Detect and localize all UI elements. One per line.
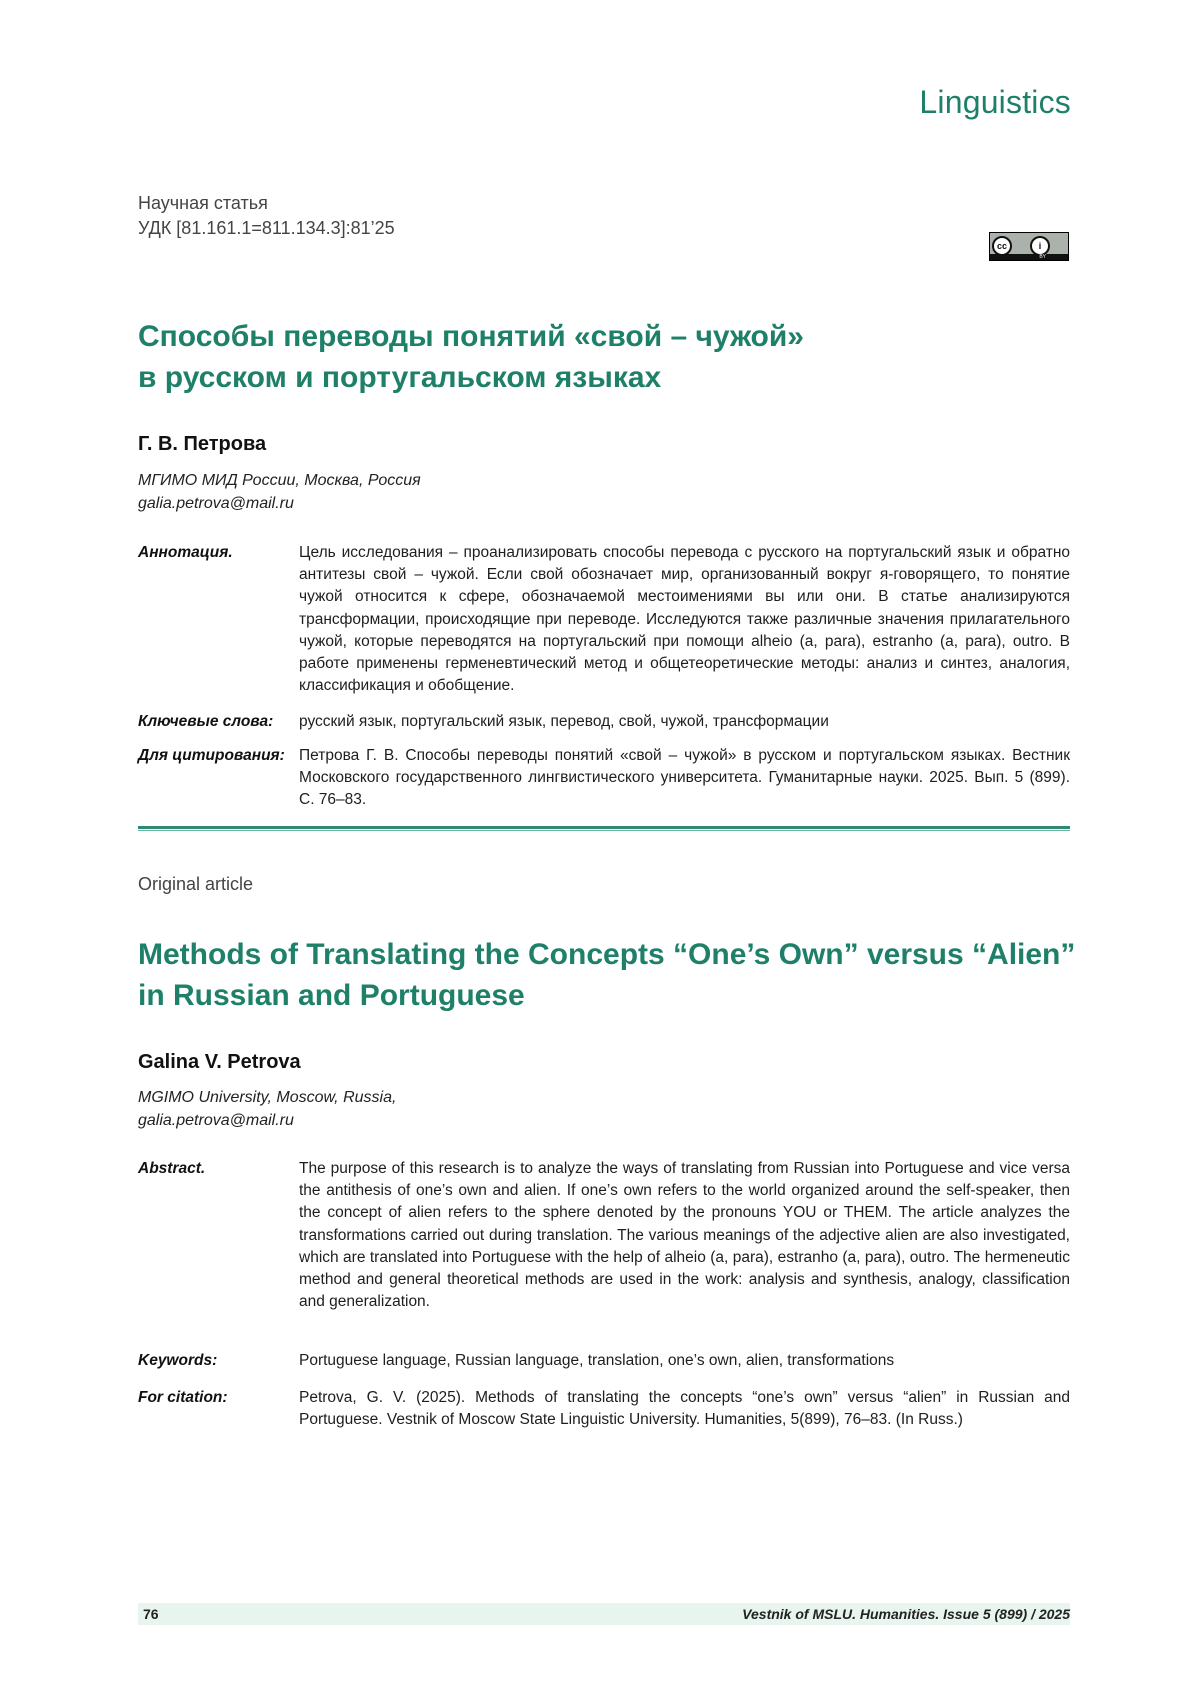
keywords-ru-label: Ключевые слова:	[138, 713, 274, 730]
affiliation-en	[138, 1086, 396, 1132]
author-en: Galina V. Petrova	[138, 1051, 301, 1073]
abstract-en-text: The purpose of this research is to analyze the ways of translating from Russian into Portuguese and vice versa the antithesis of one’s own and alien. If one’s own refers to the world organized around the self-speaker, then the concept of alien refers to the sphere denoted by the pronouns YOU or THEM. The article analyzes the transformations carried out during translation. The various meanings of the adjective alien are also investigated, which are translated into Portuguese with the help of alheio (a, para), estranho (a, para), outro. The hermeneutic method and general theoretical methods are used in the work: analysis and synthesis, analogy, classification and generalization.	[299, 1160, 1070, 1311]
affiliation-ru	[138, 469, 421, 515]
citation-ru-text: Петрова Г. В. Способы переводы понятий «свой – чужой» в русском и португальском языках. Вестник Московского государственного лингвистического университета. Гуманитарные науки. 2025. Вып. 5 (899). С. 76–83.	[299, 747, 1070, 809]
doc-type-ru: Научная статья	[138, 193, 268, 213]
person-icon: i	[1030, 236, 1050, 256]
udc-code: УДК [81.161.1=811.134.3]:81’25	[138, 218, 395, 238]
keywords-en-label: Keywords:	[138, 1352, 218, 1369]
citation-en-label: For citation:	[138, 1389, 228, 1406]
journal-issue: Vestnik of MSLU. Humanities. Issue 5 (899) / 2025	[742, 1606, 1070, 1622]
title-en	[138, 934, 1075, 1016]
keywords-ru-text: русский язык, португальский язык, перевод, свой, чужой, трансформации	[299, 713, 829, 730]
page-number: 76	[143, 1606, 159, 1622]
by-label: BY	[990, 254, 1068, 260]
title-ru-line2: в русском и португальском языках	[138, 361, 662, 394]
title-ru	[138, 316, 804, 398]
section-divider	[138, 826, 1070, 829]
title-en-line1: Methods of Translating the Concepts “One’s Own” versus “Alien”	[138, 938, 1076, 971]
title-ru-line1: Способы переводы понятий «свой – чужой»	[138, 320, 804, 353]
author-ru: Г. В. Петрова	[138, 433, 267, 455]
keywords-en-text: Portuguese language, Russian language, translation, one’s own, alien, transformations	[299, 1352, 895, 1369]
affiliation-en-org: MGIMO University, Moscow, Russia,	[138, 1089, 397, 1106]
author-en-email[interactable]: galia.petrova@mail.ru	[138, 1112, 294, 1129]
doc-type-en: Original article	[138, 874, 254, 894]
abstract-en-label: Abstract.	[138, 1160, 206, 1177]
page-footer	[138, 1603, 1070, 1625]
title-en-line2: in Russian and Portuguese	[138, 979, 525, 1012]
citation-ru-label: Для цитирования:	[138, 747, 285, 764]
cc-icon: cc	[992, 236, 1012, 256]
cc-by-license-badge[interactable]	[989, 232, 1069, 261]
affiliation-ru-org: МГИМО МИД России, Москва, Россия	[138, 472, 421, 489]
author-ru-email[interactable]: galia.petrova@mail.ru	[138, 495, 294, 512]
abstract-ru-text: Цель исследования – проанализировать способы перевода с русского на португальский язык и обратно антитезы свой – чужой. Если свой обозначает мир, организованный вокруг я-говорящего, то понятие чужой относится к сфере, обозначаемой местоимениями вы или они. В статье анализируются трансформации, происходящие при переводе. Исследуются также различные значения прилагательного чужой, которые переводятся на португальский при помощи alheio (a, para), estranho (a, para), outro. В работе применены герменевтический метод и общетеоретические методы: анализ и синтез, аналогия, классификация и обобщение.	[299, 544, 1070, 695]
abstract-ru-label: Аннотация.	[138, 544, 233, 561]
section-label: Linguistics	[919, 84, 1071, 120]
citation-en-text: Petrova, G. V. (2025). Methods of translating the concepts “one’s own” versus “alien” in Russian and Portuguese. Vestnik of Moscow State Linguistic University. Humanities, 5(899), 76–83. (In Russ.)	[299, 1389, 1070, 1429]
